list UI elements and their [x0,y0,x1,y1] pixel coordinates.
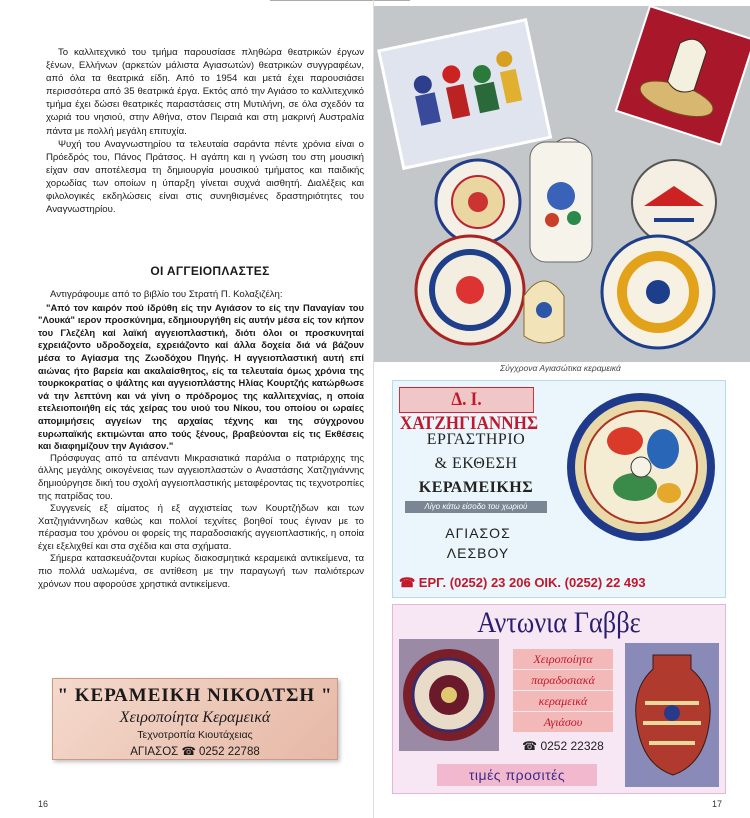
section-heading: ΟΙ ΑΓΓΕΙΟΠΛΑΣΤΕΣ [150,264,270,278]
body-paragraph: Σήμερα κατασκευάζονται κυρίως διακοσμητικά κεραμεικά αντικείμενα, τα πιο πολλά υαλωμένα, σε αντίθεση με την παραγωγή των παλιότερων χρόνων που αφορούσε χρηστικά αντικείμενα. [38,553,364,590]
body-paragraph: Πρόσφυγας από τα απέναντι Μικρασιατικά παράλια ο πατριάρχης της άλλης μεγάλης οικογένειας των αγγειοπλαστών ο Αναστάσης Χατζηγιάννης δημιούργησε δική του σχολή αγγειοπλαστικής μεταφέροντας τις τεχνοτροπίες της πατρίδας του. [38,452,365,502]
intro-paragraph: Το καλλιτεχνικό του τμήμα παρουσίασε πληθώρα θεατρικών έργων ξένων, Ελλήνων (αρκετών μάλιστα Αγιασωτών) θεατρικών συγγραφέων, από όλα τα θεατρικά είδη. Από το 1954 και μετά έχει παρουσιάσει περισσότερα από 35 θεατρικά έργα. Εκτός από την Αγιάσο το καλλιτεχνικό τμήμα έχει δώσει θεατρικές παραστάσεις στη Μυτιλήνη, σε όλα σχεδόν τα χωριά του νησιού, στην Αθήνα, στον Πειραιά και στη μακρινή Αυστραλία πάντα με πολλή μεγάλη επιτυχία. [46,47,364,137]
ad1-city1: ΑΓΙΑΣΟΣ [445,525,511,541]
ad1-line2: & ΕΚΘΕΣΗ [434,455,518,472]
ad1-city2: ΛΕΣΒΟΥ [446,545,510,561]
chatzigiannis-ad [392,380,726,598]
ad2-name: Αντωνια Γαββε [477,606,641,639]
plate-image [565,391,717,543]
ad2-tag: κεραμεικά [513,691,613,711]
ad1-phones: ☎ ΕΡΓ. (0252) 23 206 ΟΙΚ. (0252) 22 493 [399,575,646,590]
ad-subtitle: Χειροποίητα Κεραμεικά [119,709,271,726]
nikoltsi-ad [52,678,338,760]
quote-intro: Αντιγράφουμε από το βιβλίο του Στρατή Π. Κολαξιζέλη: [50,289,283,300]
quote-text: "Από τον καιρόν πού ίδρύθη είς την Αγιάσον το είς την Παναγίαν του "Λουκά" ιερον προσκύνημα, εδημιουργήθη είς αυτήν μέσα είς τον κήπον του Γλεζέλη καί λαϊκή αγγειοπλαστική, διότι όλοι οι προσκυνηταί εχρειάζοντο υδροδοχεία, εχρειάζοντο καί άλλα δοχεία διά νά βάζουν μέσα το Αγίασμα της Ζωοδόχου Πηγής. Η αγγειοπλαστική αυτή επί αιώνας ήτο βαρεία και ακαλαίσθητος, είς τα τελευταία όμως χρόνια της τουρκοκρατίας ο ψάλτης και αγγειοπλάστης Ηλίας Κουρτζής κατώρθωσε νά την λεπτύνη και νά γίνη ο πρόδρομος της καλλιτεχνίας, η οποία ετελειοποιήθη είς τάς χείρας του υιού του Νίκου, του οποίου οι ωραίες απομιμήσεις αγγείων της αρχαίας τέχνης και της σύγχρονου ευρωπαϊκής εκτιμώνται απο τούς ξένους, βραβεύονται είς τις Εκθέσεις και διαφημίζουν την Αγιάσον." [38,301,364,452]
ad-contact: ΑΓΙΑΣΟΣ ☎ 0252 22788 [130,746,260,758]
ad1-line3: ΚΕΡΑΜΕΙΚΗΣ [418,479,534,496]
photo-caption: Σύγχρονα Αγιασώτικα κεραμεικά [500,363,621,373]
ad2-price: τιμές προσιτές [437,764,597,786]
ad2-tag: Αγιάσου [513,712,613,732]
ad2-tag: Χειροποίητα [513,649,613,669]
gavve-ad [392,604,726,794]
ad2-tag: παραδοσιακά [513,670,613,690]
ad2-tagline [513,649,613,733]
ceramics-photo [374,6,750,362]
page-number-left: 16 [38,799,49,809]
plate-image [399,639,499,751]
section-body [38,289,364,591]
top-rule [270,0,410,1]
ad1-name: Δ. Ι. ΧΑΤΖΗΓΙΑΝΝΗΣ [399,389,539,434]
intro-text [46,46,364,216]
ad2-phone: ☎ 0252 22328 [522,739,604,753]
ad-title: " ΚΕΡΑΜΕΙΚΗ ΝΙΚΟΛΤΣΗ " [57,685,333,706]
page-number-right: 17 [712,799,723,809]
ad1-line1: ΕΡΓΑΣΤΗΡΙΟ [426,431,526,448]
ad1-sub: Λίγο κάτω είσοδο του χωριού [405,501,547,513]
body-paragraph: Συγγενείς εξ αίματος ή εξ αγχιστείας των Κουρτζήδων και των Χατζηγιάννηδων καθώς και πολλοί τεχνίτες βοηθοί τους έγιναν με το πέρασμα του χρόνου οι φορείς της παραδοσιακής αγγειοπλαστικής, η οποία έχει εξελιχθεί και στα σχέδια και στα σχήματα. [38,503,364,552]
ad-style: Τεχνοτροπία Κιουτάχειας [137,729,253,741]
intro-paragraph: Ψυχή του Αναγνωστηρίου τα τελευταία σαράντα πέντε χρόνια είναι ο Πρόεδρός του, Πάνος Πράτσος. Η αγάπη και η γνώση του στη μουσική είχαν σαν αποτέλεσμα τη δημιουργία μουσικού τμήματος και παιδικής χορωδίας των οποίων η ύπαρξη γίνεται συχνά αισθητή. Διαλέξεις και φιλολογικές εκδηλώσεις είναι στις συνηθισμένες δραστηριότητες του Αναγνωστηρίου. [46,138,364,216]
vase-image [625,643,719,787]
